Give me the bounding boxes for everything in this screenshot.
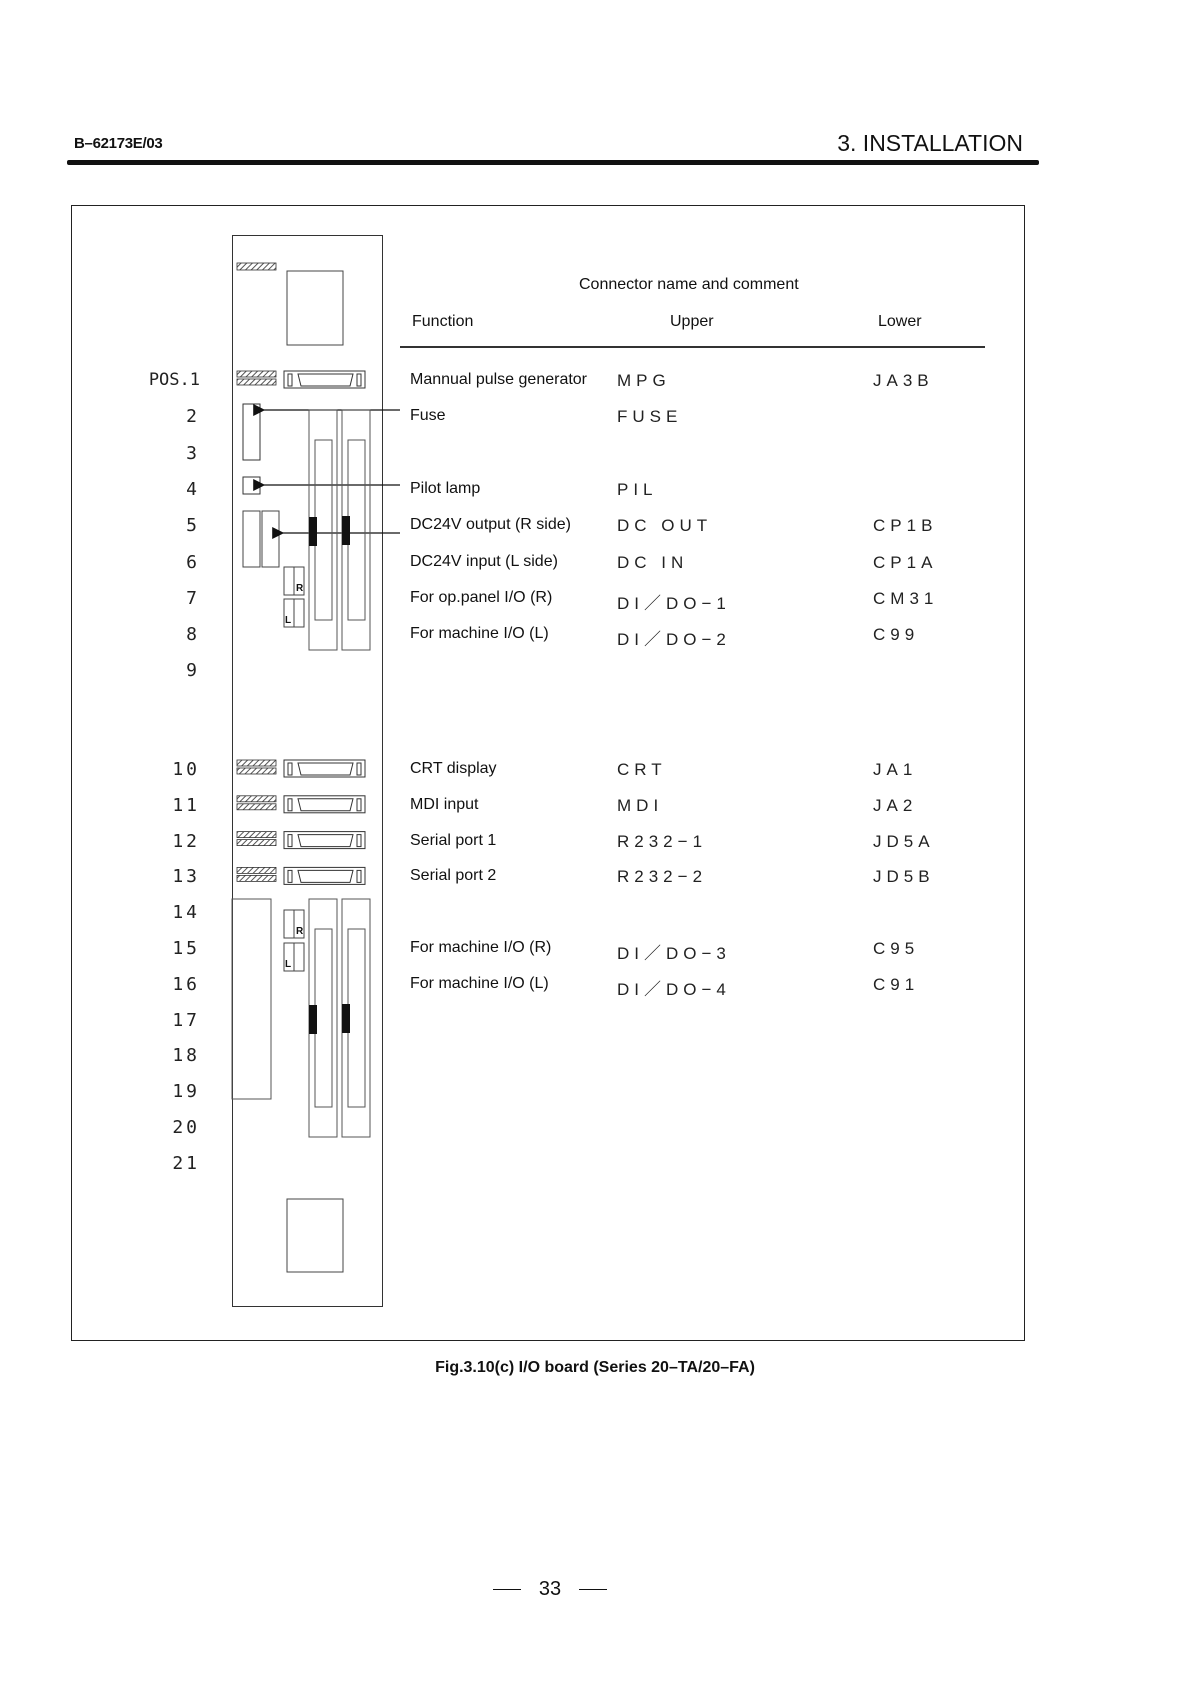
- top-chip: [287, 271, 343, 345]
- lower-connector-cell: JD5B: [873, 867, 935, 887]
- position-number: 5: [186, 515, 200, 537]
- hatched-label: [237, 371, 276, 377]
- lower-connector-cell: CP1B: [873, 516, 938, 536]
- left-switch-label: L: [285, 615, 292, 626]
- position-number: 14: [172, 902, 200, 924]
- dsub-connector-assembly: [237, 371, 365, 388]
- upper-connector-cell: MDI: [617, 795, 664, 815]
- function-cell: Serial port 1: [410, 831, 497, 849]
- lower-connector-cell: C91: [873, 974, 920, 994]
- position-number: 13: [172, 866, 200, 888]
- function-cell: Fuse: [410, 407, 446, 425]
- dc-out-connector: [262, 511, 279, 567]
- position-number: 4: [186, 478, 200, 500]
- hatched-label: [237, 875, 276, 881]
- position-number: POS.1: [148, 370, 200, 390]
- function-cell: For machine I/O (L): [410, 625, 549, 643]
- position-number: 21: [172, 1152, 200, 1174]
- lower-left-block: [232, 899, 271, 1099]
- position-number: 3: [186, 442, 200, 464]
- position-number: 16: [172, 973, 200, 995]
- upper-connector-cell: FUSE: [617, 407, 683, 427]
- function-cell: Pilot lamp: [410, 479, 481, 497]
- upper-connector-cell: MPG: [617, 371, 671, 390]
- lower-connector-cell: JD5A: [873, 831, 935, 851]
- hatched-label: [237, 768, 276, 774]
- fuse-holder: [243, 404, 260, 460]
- hatched-label: [237, 379, 276, 385]
- upper-connector-cell: DC OUT: [617, 516, 713, 536]
- function-cell: For machine I/O (L): [410, 974, 549, 992]
- connector-group-header: Connector name and comment: [579, 276, 799, 293]
- left-switch-label: L: [285, 959, 292, 970]
- lower-connector-cell: JA1: [873, 760, 918, 779]
- dsub-connector-assembly: [237, 867, 365, 884]
- upper-connector-cell: DI／DO−2: [617, 630, 731, 650]
- position-number: 17: [172, 1009, 200, 1031]
- position-number: 19: [172, 1081, 200, 1103]
- function-cell: CRT display: [410, 760, 497, 777]
- pilot-lamp: [243, 477, 260, 494]
- dsub-connector-assembly: [237, 760, 365, 777]
- upper-connector-cell: DC IN: [617, 552, 689, 572]
- position-number: 2: [186, 406, 200, 428]
- lower-connector-cell: C99: [873, 625, 920, 645]
- key-block: [342, 1004, 350, 1033]
- hatched-label: [237, 840, 276, 846]
- function-cell: Mannual pulse generator: [410, 371, 588, 388]
- hatched-label: [237, 867, 276, 873]
- position-number: 12: [172, 830, 200, 852]
- lower-connector-cell: C95: [873, 939, 920, 958]
- document-id: B–62173E/03: [74, 135, 163, 152]
- lower-connector-cell: CP1A: [873, 552, 938, 572]
- key-block: [309, 1005, 317, 1034]
- upper-connector-cell: DI／DO−4: [617, 979, 731, 999]
- position-number: 11: [172, 794, 200, 816]
- hatched-label: [237, 263, 276, 270]
- position-number: 18: [172, 1045, 200, 1067]
- function-cell: DC24V output (R side): [410, 516, 571, 534]
- function-cell: DC24V input (L side): [410, 552, 558, 570]
- page-number-value: 33: [538, 1578, 562, 1600]
- position-number: 7: [186, 587, 200, 609]
- lower-connector-cell: CM31: [873, 588, 939, 608]
- position-number: 15: [172, 938, 200, 959]
- upper-connector-cell: CRT: [617, 760, 667, 779]
- table-header-rule: [400, 346, 985, 348]
- hatched-label: [237, 796, 276, 802]
- position-number: 8: [186, 624, 200, 646]
- position-number: 9: [186, 660, 200, 682]
- upper-connector-cell: R232−1: [617, 831, 708, 851]
- lower-column-header: Lower: [878, 313, 922, 330]
- position-number: 10: [172, 759, 200, 780]
- figure-caption: Fig.3.10(c) I/O board (Series 20–TA/20–FA): [435, 1359, 755, 1376]
- lower-connector-cell: JA3B: [873, 371, 934, 390]
- dsub-connector-assembly: [237, 832, 365, 849]
- function-cell: MDI input: [410, 795, 479, 813]
- dsub-connector-assembly: [237, 796, 365, 813]
- position-number: 6: [186, 551, 200, 573]
- function-cell: For op.panel I/O (R): [410, 588, 553, 606]
- function-cell: Serial port 2: [410, 867, 497, 885]
- function-column-header: Function: [412, 313, 474, 330]
- upper-column-header: Upper: [670, 313, 714, 330]
- key-block: [309, 517, 317, 546]
- right-switch-label: R: [296, 583, 304, 594]
- hatched-label: [237, 760, 276, 766]
- function-cell: For machine I/O (R): [410, 939, 552, 956]
- upper-connector-cell: DI／DO−3: [617, 944, 731, 963]
- page-number: [0, 1578, 1100, 1601]
- key-block: [342, 516, 350, 545]
- lower-connector-cell: JA2: [873, 795, 918, 815]
- dc-in-connector: [243, 511, 260, 567]
- upper-connector-cell: R232−2: [617, 867, 708, 887]
- hatched-label: [237, 804, 276, 810]
- upper-connector-cell: PIL: [617, 479, 658, 499]
- upper-connector-cell: DI／DO−1: [617, 593, 731, 613]
- right-switch-label: R: [296, 926, 304, 937]
- section-title: 3. INSTALLATION: [837, 130, 1023, 156]
- bottom-chip: [287, 1199, 343, 1272]
- position-number: 20: [172, 1117, 200, 1138]
- hatched-label: [237, 832, 276, 838]
